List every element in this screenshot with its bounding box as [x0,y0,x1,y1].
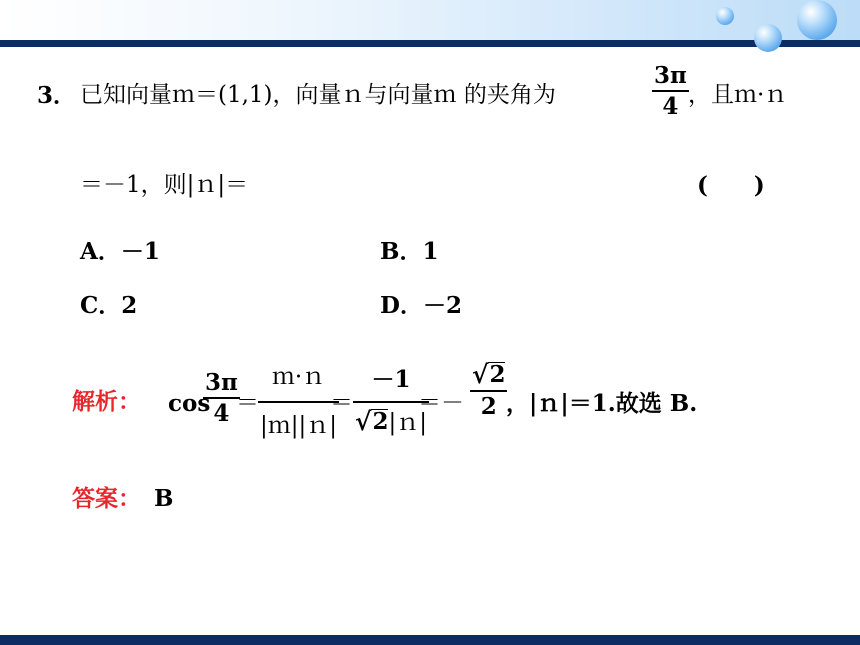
question-number: 3． [37,82,77,109]
value-numerator: －1 [371,366,411,393]
answer-blank: ( ) [697,172,765,199]
bubble-decoration-large [797,0,837,40]
root-denominator: 2 [480,393,497,421]
equals-minus-sign: ＝－ [418,390,464,416]
header-rule [0,40,860,47]
norm-product-denominator: |ｍ||ｎ| [260,413,337,439]
angle-fraction [652,64,689,118]
option-c: C．2 [80,292,138,319]
root-numerator [470,362,507,390]
bubble-decoration-small [716,7,734,25]
angle-numerator: 3π [654,62,687,89]
option-a: A．－1 [80,238,160,265]
question-text-line1-end: ，且ｍ·ｎ [688,82,788,108]
angle-denominator: 4 [662,93,679,120]
analysis-conclusion: ，|ｎ|＝1.故选 B. [506,390,698,417]
footer-rule [0,635,860,645]
sqrt-symbol: √ 2 [355,407,389,437]
value-denominator: √ 2 |ｎ| [355,407,427,437]
question-text-line2: ＝－1，则|ｎ|＝ [80,172,249,198]
question-text-line1: 已知向量ｍ＝(1,1)，向量ｎ与向量ｍ 的夹角为 [80,82,556,108]
analysis-fraction-root [470,360,507,421]
analysis-fraction-angle [203,371,240,425]
analysis-angle-denominator: 4 [213,400,230,427]
analysis-label: 解析： [72,388,141,415]
equals-sign: ＝ [236,390,259,416]
bubble-decoration-medium [754,24,782,52]
answer-value: B [154,485,174,512]
equals-sign: ＝ [330,390,353,416]
option-b: B．1 [380,238,439,265]
option-d: D．－2 [380,292,462,319]
analysis-fraction-dot [258,366,339,438]
analysis-angle-numerator: 3π [205,369,238,396]
dot-product-numerator: ｍ·ｎ [271,364,326,390]
sqrt-symbol: √ 2 [472,360,506,390]
answer-label: 答案： [72,485,141,512]
analysis-cos: cos [168,390,211,417]
